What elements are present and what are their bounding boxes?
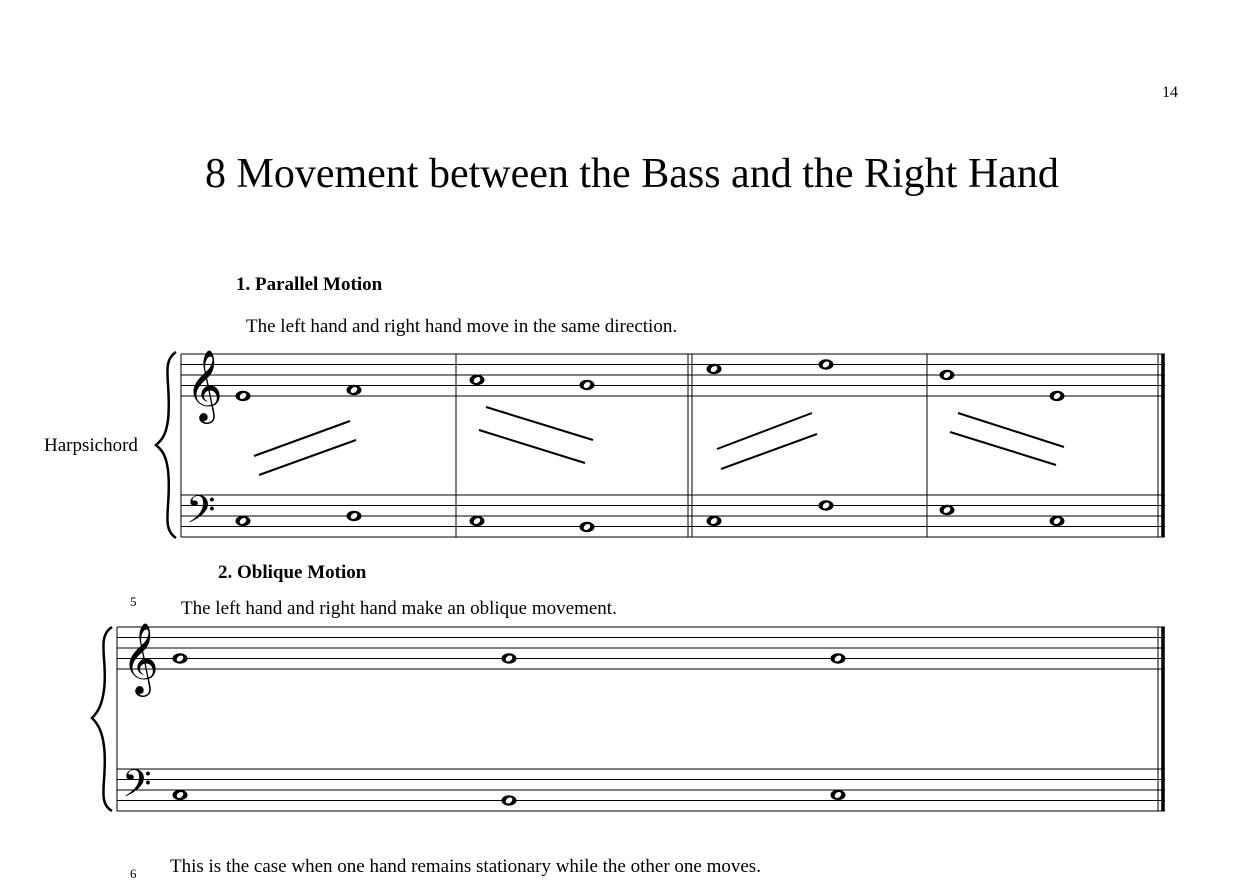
- footer-text: This is the case when one hand remains stationary while the other one moves.: [170, 856, 761, 877]
- instrument-label: Harpsichord: [44, 435, 138, 456]
- whole-note: [236, 516, 251, 526]
- whole-note: [819, 500, 834, 510]
- system-1-brace: [156, 352, 176, 538]
- whole-note: [940, 370, 955, 380]
- system-2-bass-staff: [117, 769, 1165, 811]
- whole-note: [470, 516, 485, 526]
- whole-note: [707, 364, 722, 374]
- system-1-treble-staff: [181, 354, 1165, 396]
- whole-note: [1050, 391, 1065, 401]
- whole-note: [940, 505, 955, 515]
- bass-clef-icon: 𝄢: [186, 487, 216, 541]
- treble-clef-icon: 𝄞: [122, 621, 159, 694]
- page-title: 8 Movement between the Bass and the Right Hand: [205, 151, 1059, 197]
- whole-note: [173, 790, 188, 800]
- whole-note: [470, 375, 485, 385]
- whole-note: [1050, 516, 1065, 526]
- whole-note: [580, 522, 595, 532]
- system-1: [156, 348, 1165, 541]
- measure-number-5: 5: [130, 594, 137, 609]
- section-2-title: 2. Oblique Motion: [218, 562, 367, 583]
- whole-note: [347, 385, 362, 395]
- whole-note: [236, 391, 251, 401]
- whole-note: [502, 795, 517, 805]
- bass-clef-icon: 𝄢: [122, 761, 152, 815]
- treble-clef-icon: 𝄞: [186, 348, 223, 421]
- whole-note: [819, 359, 834, 369]
- system-1-bass-staff: [181, 495, 1165, 537]
- system-2: [92, 621, 1165, 815]
- whole-note: [580, 380, 595, 390]
- system-2-brace: [92, 627, 112, 811]
- whole-note: [502, 653, 517, 663]
- whole-note: [707, 516, 722, 526]
- system-2-treble-staff: [117, 627, 1165, 669]
- measure-number-6: 6: [130, 866, 137, 881]
- whole-note: [831, 653, 846, 663]
- whole-note: [173, 653, 188, 663]
- section-1-description: The left hand and right hand move in the same direction.: [246, 316, 678, 337]
- whole-note: [831, 790, 846, 800]
- whole-note: [347, 511, 362, 521]
- section-2-description: The left hand and right hand make an oblique movement.: [181, 598, 617, 619]
- parallel-motion-lines: [254, 407, 1064, 475]
- section-1-title: 1. Parallel Motion: [236, 274, 383, 295]
- page-number: 14: [1162, 84, 1178, 101]
